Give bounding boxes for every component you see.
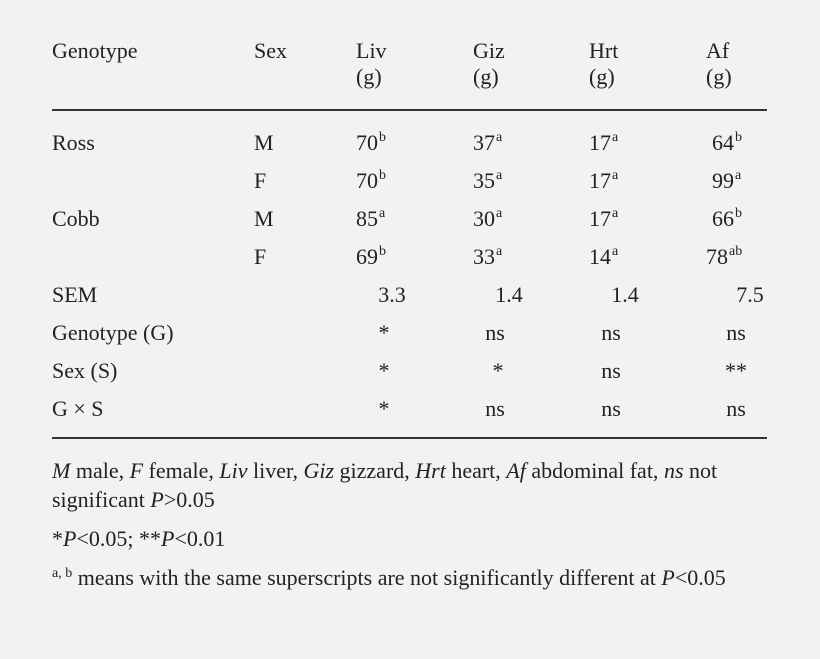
superscript: b — [735, 130, 742, 145]
fn-means-text: means with the same superscripts are not significantly different at — [72, 565, 662, 590]
fn-star1: * — [52, 526, 63, 551]
row-sex: F — [254, 244, 267, 269]
header-giz — [473, 38, 505, 90]
stats-hrt: 1.4 — [611, 282, 639, 307]
stats-giz: ns — [485, 320, 505, 345]
superscript: a — [735, 168, 742, 183]
fn-liv: Liv — [219, 458, 248, 483]
stats-label: Genotype (G) — [52, 320, 174, 345]
stats-af: ns — [726, 396, 746, 421]
value: 17 — [589, 130, 611, 155]
header-genotype: Genotype — [52, 38, 138, 63]
stats-giz: ns — [485, 396, 505, 421]
superscript: a — [496, 130, 503, 145]
fn-star2: ** — [138, 526, 161, 551]
superscript: a — [496, 206, 503, 221]
fn-ns-text: not significant — [52, 458, 718, 512]
row-sex: M — [254, 130, 274, 155]
stats-hrt: ns — [601, 396, 621, 421]
header-rule — [52, 109, 767, 111]
row-giz — [473, 206, 502, 236]
stats-af: ** — [725, 358, 747, 383]
fn-p1: P — [63, 526, 77, 551]
bottom-rule — [52, 437, 767, 439]
fn-p: P — [150, 487, 164, 512]
stats-af: ns — [726, 320, 746, 345]
header-af — [706, 38, 732, 90]
row-hrt — [589, 130, 618, 160]
superscript: ab — [729, 244, 743, 259]
row-af — [712, 130, 742, 160]
row-liv — [356, 206, 385, 236]
header-liv-unit: (g) — [356, 64, 382, 89]
stats-label: SEM — [52, 282, 98, 307]
superscript: b — [735, 206, 742, 221]
header-hrt-label: Hrt — [589, 38, 619, 63]
superscript: a — [612, 168, 619, 183]
superscript: b — [379, 168, 386, 183]
stats-label: Sex (S) — [52, 358, 118, 383]
stats-giz: * — [492, 358, 504, 383]
fn-t2: <0.01 — [174, 526, 226, 551]
superscript: a — [612, 244, 619, 259]
row-liv — [356, 244, 386, 274]
value: 64 — [712, 130, 734, 155]
fn-giz-text: gizzard, — [334, 458, 416, 483]
superscript: a — [496, 244, 503, 259]
value: 78 — [706, 244, 728, 269]
fn-af: Af — [506, 458, 526, 483]
fn-p-text: >0.05 — [163, 487, 215, 512]
header-liv — [356, 38, 387, 90]
fn-ns: ns — [663, 458, 684, 483]
fn-m: M — [52, 458, 71, 483]
fn-f: F — [129, 458, 144, 483]
fn-means-p: P — [661, 565, 675, 590]
fn-t1: <0.05; — [76, 526, 139, 551]
stats-hrt: ns — [601, 358, 621, 383]
stats-label: G × S — [52, 396, 104, 421]
fn-means-sup: a, b — [52, 566, 73, 581]
fn-means-tail: <0.05 — [674, 565, 726, 590]
value: 70 — [356, 130, 378, 155]
row-af — [712, 206, 742, 236]
row-genotype: Cobb — [52, 206, 100, 231]
fn-af-text: abdominal fat, — [525, 458, 664, 483]
header-af-unit: (g) — [706, 64, 732, 89]
stats-liv: * — [378, 358, 390, 383]
value: 14 — [589, 244, 611, 269]
header-liv-label: Liv — [356, 38, 387, 63]
value: 33 — [473, 244, 495, 269]
footnote-abbreviations — [52, 456, 768, 514]
row-af — [712, 168, 741, 198]
stats-hrt: ns — [601, 320, 621, 345]
stats-liv: * — [378, 396, 390, 421]
row-giz — [473, 130, 502, 160]
header-sex: Sex — [254, 38, 287, 63]
fn-m-text: male, — [70, 458, 130, 483]
row-giz — [473, 244, 502, 274]
fn-p2: P — [160, 526, 175, 551]
row-hrt — [589, 244, 618, 274]
row-liv — [356, 130, 386, 160]
superscript: a — [612, 130, 619, 145]
value: 17 — [589, 206, 611, 231]
superscript: a — [612, 206, 619, 221]
row-giz — [473, 168, 502, 198]
fn-f-text: female, — [143, 458, 220, 483]
value: 37 — [473, 130, 495, 155]
fn-liv-text: liver, — [247, 458, 304, 483]
header-hrt-unit: (g) — [589, 64, 615, 89]
value: 69 — [356, 244, 378, 269]
row-af — [706, 244, 742, 274]
fn-hrt: Hrt — [415, 458, 446, 483]
row-sex: F — [254, 168, 267, 193]
header-hrt — [589, 38, 618, 90]
stats-liv: * — [378, 320, 390, 345]
row-genotype: Ross — [52, 130, 95, 155]
superscript: a — [379, 206, 386, 221]
stats-liv: 3.3 — [378, 282, 406, 307]
value: 70 — [356, 168, 378, 193]
footnote-significance — [52, 524, 768, 553]
stats-giz: 1.4 — [495, 282, 523, 307]
header-af-label: Af — [706, 38, 730, 63]
header-giz-unit: (g) — [473, 64, 499, 89]
value: 99 — [712, 168, 734, 193]
footnote-means — [52, 563, 768, 596]
superscript: b — [379, 244, 386, 259]
row-sex: M — [254, 206, 274, 231]
header-giz-label: Giz — [473, 38, 505, 63]
row-hrt — [589, 168, 618, 198]
fn-hrt-text: heart, — [445, 458, 507, 483]
row-hrt — [589, 206, 618, 236]
value: 30 — [473, 206, 495, 231]
value: 66 — [712, 206, 734, 231]
superscript: a — [496, 168, 503, 183]
superscript: b — [379, 130, 386, 145]
stats-af: 7.5 — [736, 282, 764, 307]
value: 17 — [589, 168, 611, 193]
value: 85 — [356, 206, 378, 231]
value: 35 — [473, 168, 495, 193]
row-liv — [356, 168, 386, 198]
fn-giz: Giz — [303, 458, 335, 483]
